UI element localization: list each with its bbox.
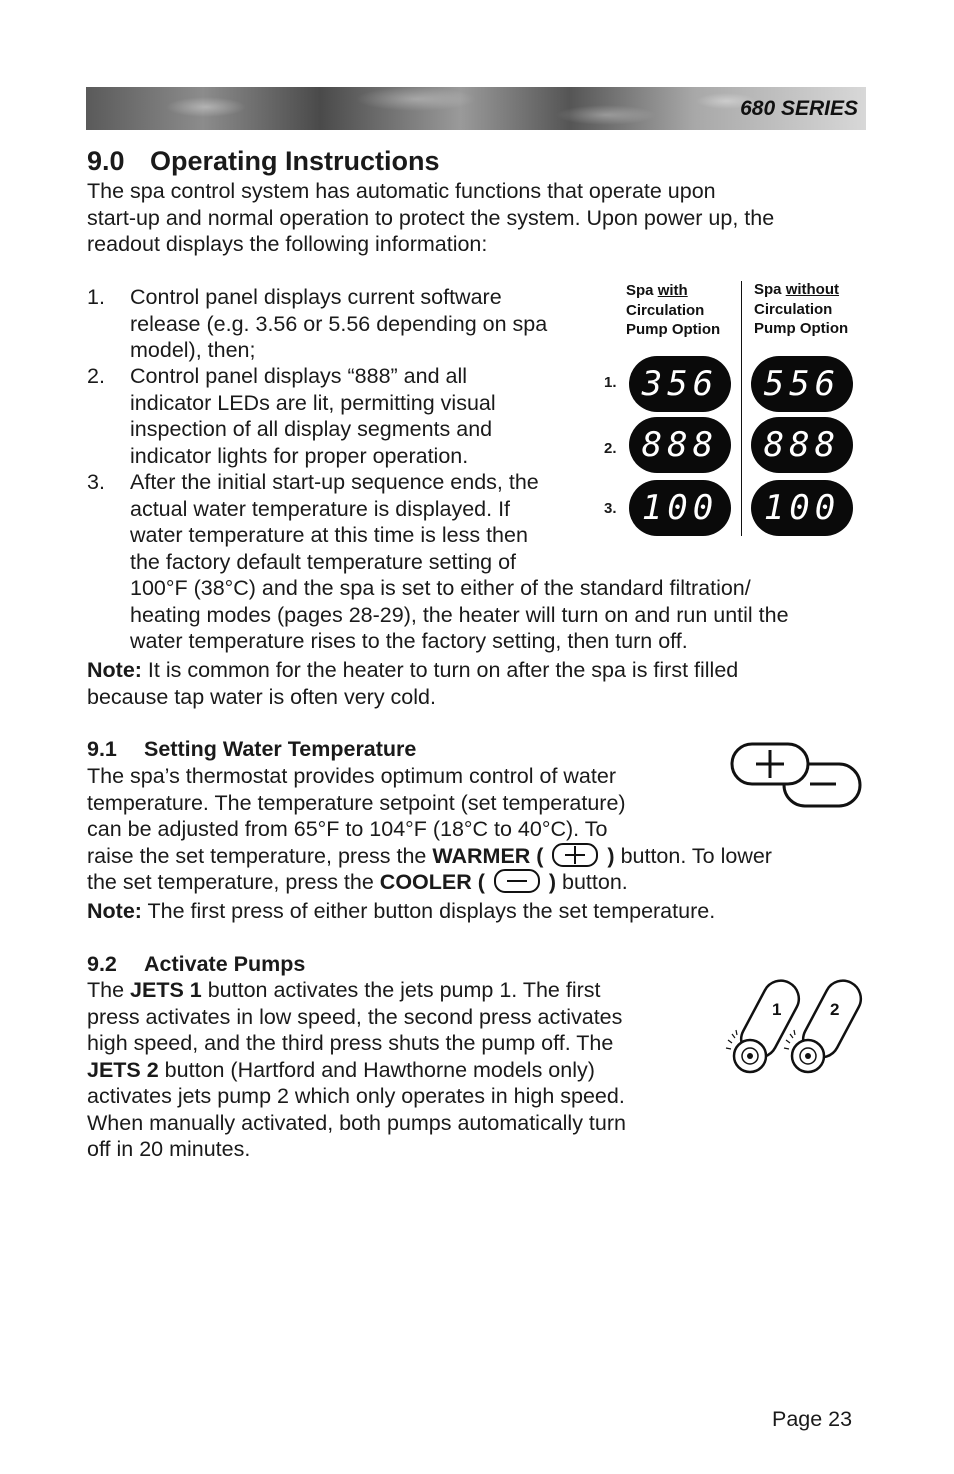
step-line: actual water temperature is displayed. If [130, 496, 511, 521]
para-line: press activates in low speed, the second press activates [87, 1004, 623, 1029]
note-label: Note: [87, 658, 142, 682]
col-head-text: Spa [754, 281, 786, 298]
step-line: water temperature rises to the factory setting, then turn off. [130, 629, 688, 653]
para-line: high speed, and the third press shuts the pump off. The [87, 1031, 614, 1055]
step-line: After the initial start-up sequence ends, the [130, 470, 539, 494]
para-line: can be adjusted from 65°F to 104°F (18°C to 40°C). To [87, 817, 608, 841]
para-line: temperature. The temperature setpoint (set temperature) [87, 790, 626, 815]
step-number: 2. [87, 364, 105, 388]
display-readout-with-2: 888 [629, 417, 731, 473]
series-label: 680 SERIES [740, 97, 858, 120]
jets1-number: 1 [772, 1000, 782, 1019]
intro-line: The spa control system has automatic functions that operate upon [87, 179, 716, 203]
col-head-emphasis: without [785, 281, 840, 298]
para-text: The [87, 978, 131, 1002]
para-line: activates jets pump 2 which only operates in high speed. [87, 1084, 625, 1108]
column-header-without-circulation [754, 280, 848, 339]
section-heading [87, 146, 440, 177]
para-text: button. To lower [614, 843, 772, 868]
col-head-emphasis: with [657, 282, 688, 299]
page-number: Page 23 [772, 1407, 853, 1431]
para-line: When manually activated, both pumps automatically turn [87, 1110, 626, 1135]
step-line: Control panel displays current software [130, 285, 502, 309]
col-head-text: Pump Option [754, 320, 849, 337]
jets2-label: JETS 2 [87, 1057, 159, 1082]
para-line: off in 20 minutes. [87, 1137, 251, 1161]
column-header-with-circulation [626, 281, 720, 340]
step-line: inspection of all display segments and [130, 417, 493, 441]
para-text: button activates the jets pump 1. The first [201, 978, 601, 1002]
section-title: Operating Instructions [150, 146, 440, 176]
note-text: The first press of either button displays the set temperature. [141, 898, 716, 923]
para-text: button (Hartford and Hawthorne models only) [158, 1057, 595, 1082]
para-text: raise the set temperature, press the [87, 843, 433, 868]
subsection-title: Setting Water Temperature [144, 737, 417, 761]
display-readout-without-2: 888 [751, 417, 853, 473]
step-line: heating modes (pages 28-29), the heater will turn on and run until the [130, 602, 789, 627]
step-number: 3. [87, 470, 105, 494]
warmer-label: WARMER ( [432, 843, 544, 868]
display-readout-with-3: 100 [629, 480, 731, 536]
cooler-minus-icon [494, 869, 540, 893]
para-line: The spa’s thermostat provides optimum control of water [87, 764, 616, 788]
step-line: water temperature at this time is less then [130, 523, 528, 547]
note-text: It is common for the heater to turn on after the spa is first filled [141, 658, 739, 682]
step-line: 100°F (38°C) and the spa is set to either of the standard filtration/ [130, 576, 751, 600]
subsection-number: 9.2 [87, 952, 117, 976]
column-divider [741, 281, 742, 536]
display-readout-without-1: 556 [751, 356, 853, 412]
note-text: because tap water is often very cold. [87, 684, 436, 709]
step-line: indicator LEDs are lit, permitting visual [130, 390, 496, 415]
display-readout-with-1: 356 [629, 356, 731, 412]
note-label: Note: [87, 898, 142, 923]
jets2-number: 2 [830, 1000, 840, 1019]
step-line: Control panel displays “888” and all [130, 364, 468, 388]
row-label-3: 3. [604, 500, 617, 517]
step-line: the factory default temperature setting of [130, 549, 517, 574]
step-line: model), then; [130, 338, 256, 362]
step-line: indicator lights for proper operation. [130, 443, 469, 468]
row-label-1: 1. [604, 374, 617, 391]
jets1-label: JETS 1 [130, 978, 202, 1002]
col-head-text: Spa [626, 282, 658, 299]
para-text: button. [556, 870, 628, 894]
subsection-title: Activate Pumps [144, 952, 306, 976]
display-readout-without-3: 100 [751, 480, 853, 536]
row-label-2: 2. [604, 440, 617, 457]
col-head-text: Pump Option [626, 321, 721, 338]
intro-paragraph [87, 178, 877, 258]
step-number: 1. [87, 285, 105, 309]
intro-line: readout displays the following information: [87, 232, 488, 256]
cooler-label: COOLER ( [379, 870, 485, 894]
step-line: release (e.g. 3.56 or 5.56 depending on spa [130, 311, 548, 336]
subsection-number: 9.1 [87, 737, 117, 761]
subsection-heading-9-1 [87, 737, 416, 762]
col-head-text: Circulation [754, 300, 833, 318]
para-text: the set temperature, press the [87, 870, 380, 894]
intro-line: start-up and normal operation to protect the system. Upon power up, the [87, 205, 775, 230]
jets-buttons-icon [722, 970, 866, 1080]
pumps-paragraph [87, 977, 707, 1163]
warmer-close: ) [607, 843, 615, 868]
warmer-cooler-buttons-icon [728, 740, 864, 810]
cooler-close: ) [548, 870, 557, 894]
col-head-text: Circulation [626, 301, 705, 319]
warmer-plus-icon [552, 843, 598, 867]
note-heater [87, 657, 738, 710]
section-number: 9.0 [87, 146, 125, 176]
series-banner [86, 87, 866, 130]
subsection-heading-9-2 [87, 952, 305, 977]
